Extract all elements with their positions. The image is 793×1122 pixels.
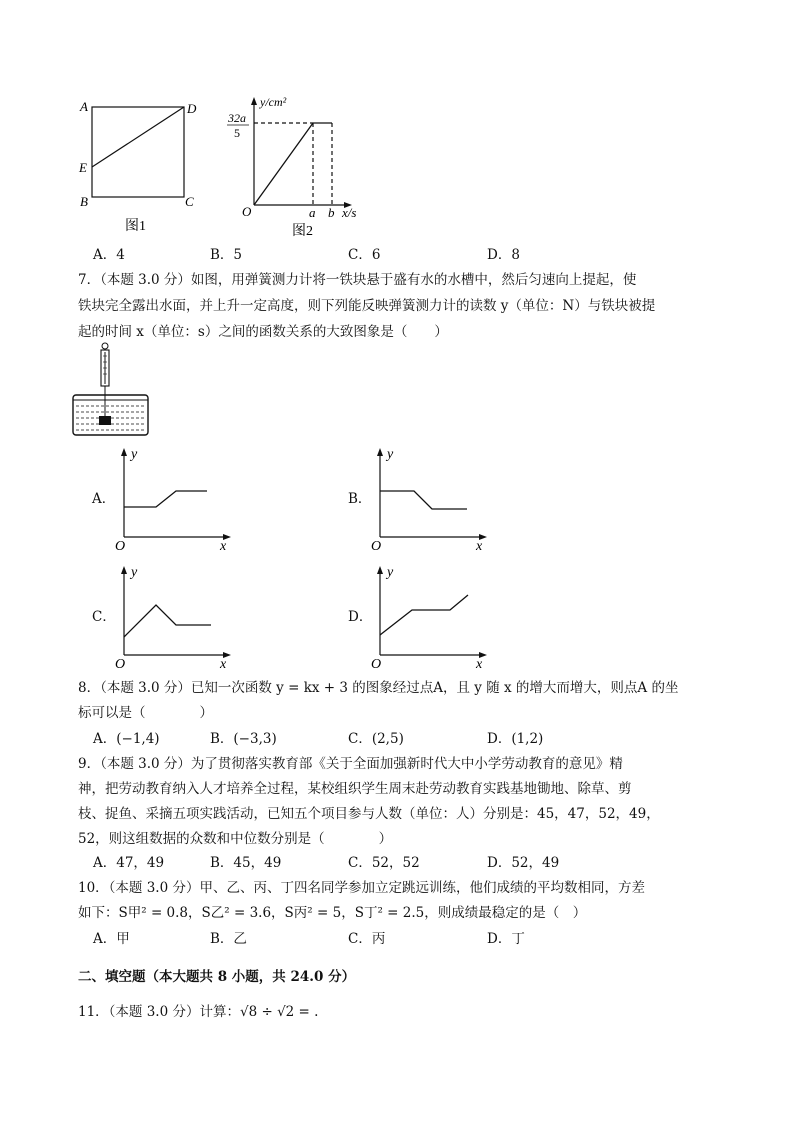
graph-c-origin: O [115, 657, 126, 672]
q8-option-c[interactable]: C．(2,5) [348, 731, 404, 747]
q9-option-a[interactable]: A．47，49 [93, 855, 165, 871]
q7-text-line-1: 7．（本题 3.0 分）如图，用弹簧测力计将一铁块悬于盛有水的水槽中，然后匀速向上提起，使 [78, 272, 637, 288]
q7-option-c-label[interactable]: C． [92, 609, 116, 625]
q6-option-b[interactable]: B．5 [210, 247, 243, 263]
q8-option-d[interactable]: D．(1,2) [487, 731, 544, 747]
q6-figure-1 [70, 92, 210, 242]
q9-option-d[interactable]: D．52，49 [487, 855, 560, 871]
fig2-y-axis-label: y/cm² [260, 95, 287, 109]
q9-option-b[interactable]: B．45，49 [210, 855, 282, 871]
graph-a-y-label: y [131, 447, 138, 462]
q7-option-a-label[interactable]: A． [92, 491, 116, 507]
q10-text-line-1: 10．（本题 3.0 分）甲、乙、丙、丁四名同学参加立定跳远训练，他们成绩的平均数相同，方差 [78, 880, 645, 896]
q10-option-b[interactable]: B．乙 [210, 931, 247, 947]
q10-option-a[interactable]: A．甲 [93, 931, 130, 947]
fig2-caption: 图2 [292, 224, 313, 239]
q8-option-a[interactable]: A．(−1,4) [93, 731, 160, 747]
graph-d-y-label: y [387, 565, 394, 580]
q8-text-line-2: 标可以是（ ） [78, 705, 213, 721]
q6-figure-2 [222, 92, 372, 242]
fig1-label-b: B [80, 194, 88, 209]
fig1-caption: 图1 [125, 219, 146, 234]
fig2-y-numerator: 32a [228, 111, 246, 125]
q6-option-c[interactable]: C．6 [348, 247, 381, 263]
q7-text-line-2: 铁块完全露出水面，并上升一定高度，则下列能反映弹簧测力计的读数 y（单位：N）与铁块被提 [78, 298, 656, 314]
q8-option-b[interactable]: B．(−3,3) [210, 731, 277, 747]
fig1-label-c: C [185, 194, 194, 209]
graph-b-y-label: y [387, 447, 394, 462]
q7-graph-d[interactable] [366, 560, 496, 672]
q9-text-line-2: 神，把劳动教育纳入人才培养全过程，某校组织学生周末赴劳动教育实践基地锄地、除草、剪 [78, 781, 632, 797]
q10-option-d[interactable]: D．丁 [487, 931, 525, 947]
graph-a-origin: O [115, 539, 126, 554]
q9-option-c[interactable]: C．52，52 [348, 855, 420, 871]
q9-text-line-1: 9．（本题 3.0 分）为了贯彻落实教育部《关于全面加强新时代大中小学劳动教育的意见》精 [78, 756, 623, 772]
graph-c-y-label: y [131, 565, 138, 580]
q6-option-a[interactable]: A．4 [93, 247, 125, 263]
q7-text-line-3: 起的时间 x（单位：s）之间的函数关系的大致图象是（ ） [78, 324, 448, 340]
q8-text-line-1: 8．（本题 3.0 分）已知一次函数 y = kx + 3 的图象经过点A，且 y 随 x 的增大而增大，则点A 的坐 [78, 680, 679, 696]
graph-b-x-label: x [476, 539, 483, 554]
fig1-label-a: A [80, 99, 88, 114]
q6-option-d[interactable]: D．8 [487, 247, 520, 263]
graph-d-x-label: x [476, 657, 483, 672]
q7-graph-a[interactable] [110, 442, 240, 554]
fig2-y-denominator: 5 [234, 126, 240, 140]
graph-d-origin: O [371, 657, 382, 672]
q9-text-line-4: 52，则这组数据的众数和中位数分别是（ ） [78, 831, 393, 847]
fig1-label-d: D [187, 101, 197, 116]
fig2-tick-a: a [309, 205, 316, 220]
q7-graph-b[interactable] [366, 442, 496, 554]
graph-c-x-label: x [220, 657, 227, 672]
spring-scale-tank-illustration [70, 340, 160, 440]
fig2-origin: O [242, 204, 252, 219]
q10-text-line-2: 如下：S甲² = 0.8，S乙² = 3.6，S丙² = 5，S丁² = 2.5，则成绩最稳定的是（ ） [78, 905, 587, 921]
fig2-tick-b: b [328, 205, 335, 220]
q7-option-b-label[interactable]: B． [348, 491, 372, 507]
graph-b-origin: O [371, 539, 382, 554]
q10-option-c[interactable]: C．丙 [348, 931, 386, 947]
graph-a-x-label: x [220, 539, 227, 554]
q7-graph-c[interactable] [110, 560, 240, 672]
section-2-heading: 二、填空题（本大题共 8 小题，共 24.0 分） [78, 969, 356, 985]
fig1-label-e: E [79, 160, 87, 175]
fig2-x-axis-label: x/s [342, 205, 357, 220]
q9-text-line-3: 枝、捉鱼、采摘五项实践活动，已知五个项目参与人数（单位：人）分别是：45，47，52，49， [78, 806, 660, 822]
q7-option-d-label[interactable]: D． [348, 609, 373, 625]
q11-text: 11．（本题 3.0 分）计算：√8 ÷ √2 = . [78, 1004, 319, 1020]
